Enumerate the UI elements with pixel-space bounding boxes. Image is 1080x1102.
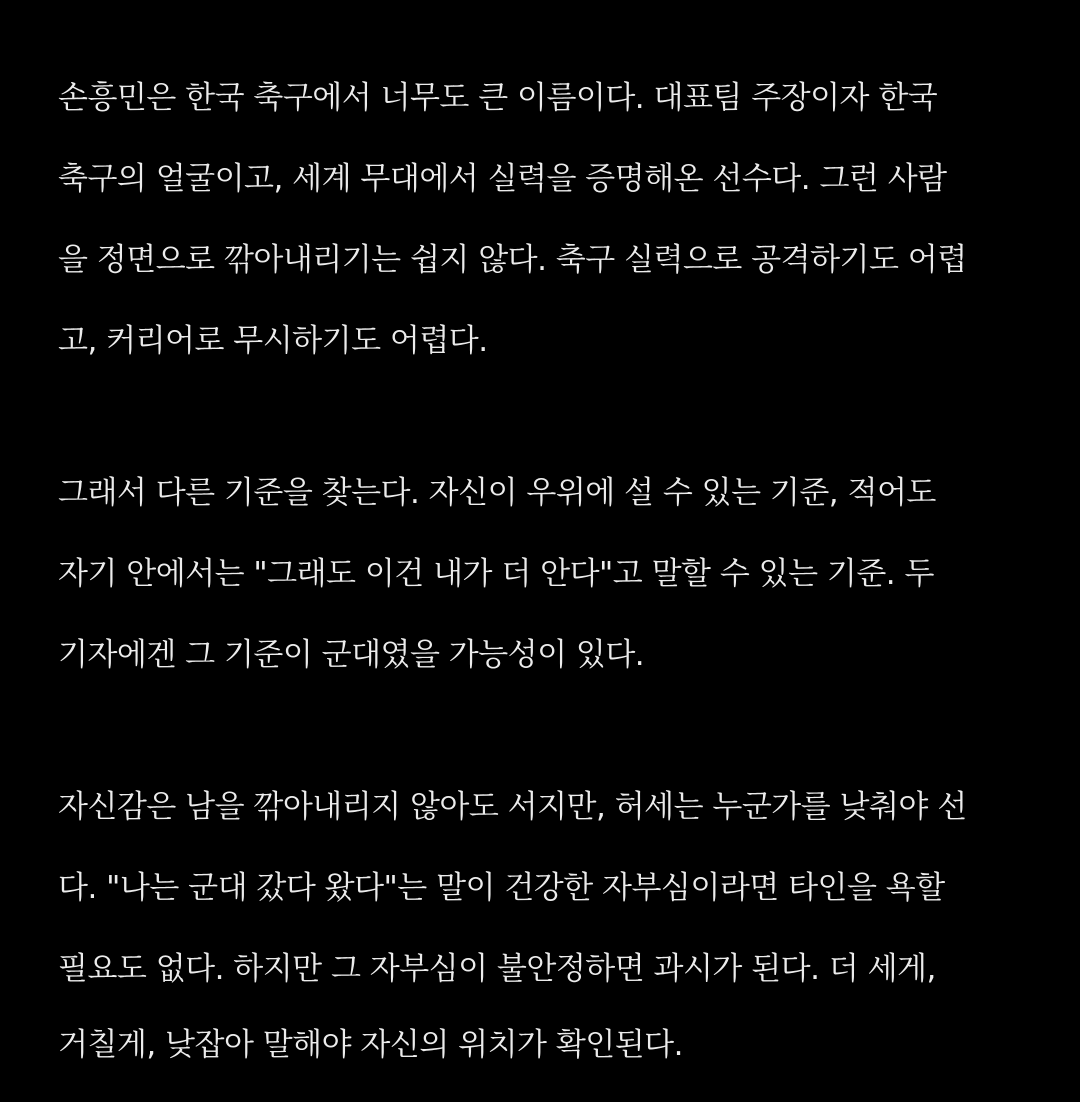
text-line: 거칠게, 낮잡아 말해야 자신의 위치가 확인된다. [58, 1027, 683, 1063]
text-line: 기자에겐 그 기준이 군대였을 가능성이 있다. [58, 637, 645, 673]
text-line: 다. "나는 군대 갔다 왔다"는 말이 건강한 자부심이라면 타인을 욕할 [58, 870, 945, 906]
text-line: 필요도 없다. 하지만 그 자부심이 불안정하면 과시가 된다. 더 세게, [58, 951, 936, 987]
text-line: 그래서 다른 기준을 찾는다. 자신이 우위에 설 수 있는 기준, 적어도 [58, 475, 936, 511]
text-line: 고, 커리어로 무시하기도 어렵다. [58, 323, 488, 359]
text-line: 자기 안에서는 "그래도 이건 내가 더 안다"고 말할 수 있는 기준. 두 [58, 556, 934, 592]
text-line: 자신감은 남을 깎아내리지 않아도 서지만, 허세는 누군가를 낮춰야 선 [58, 789, 967, 825]
text-line: 을 정면으로 깎아내리기는 쉽지 않다. 축구 실력으로 공격하기도 어렵 [58, 242, 967, 278]
text-line: 손흥민은 한국 축구에서 너무도 큰 이름이다. 대표팀 주장이자 한국 [58, 80, 938, 116]
text-line: 축구의 얼굴이고, 세계 무대에서 실력을 증명해온 선수다. 그런 사람 [58, 161, 947, 197]
